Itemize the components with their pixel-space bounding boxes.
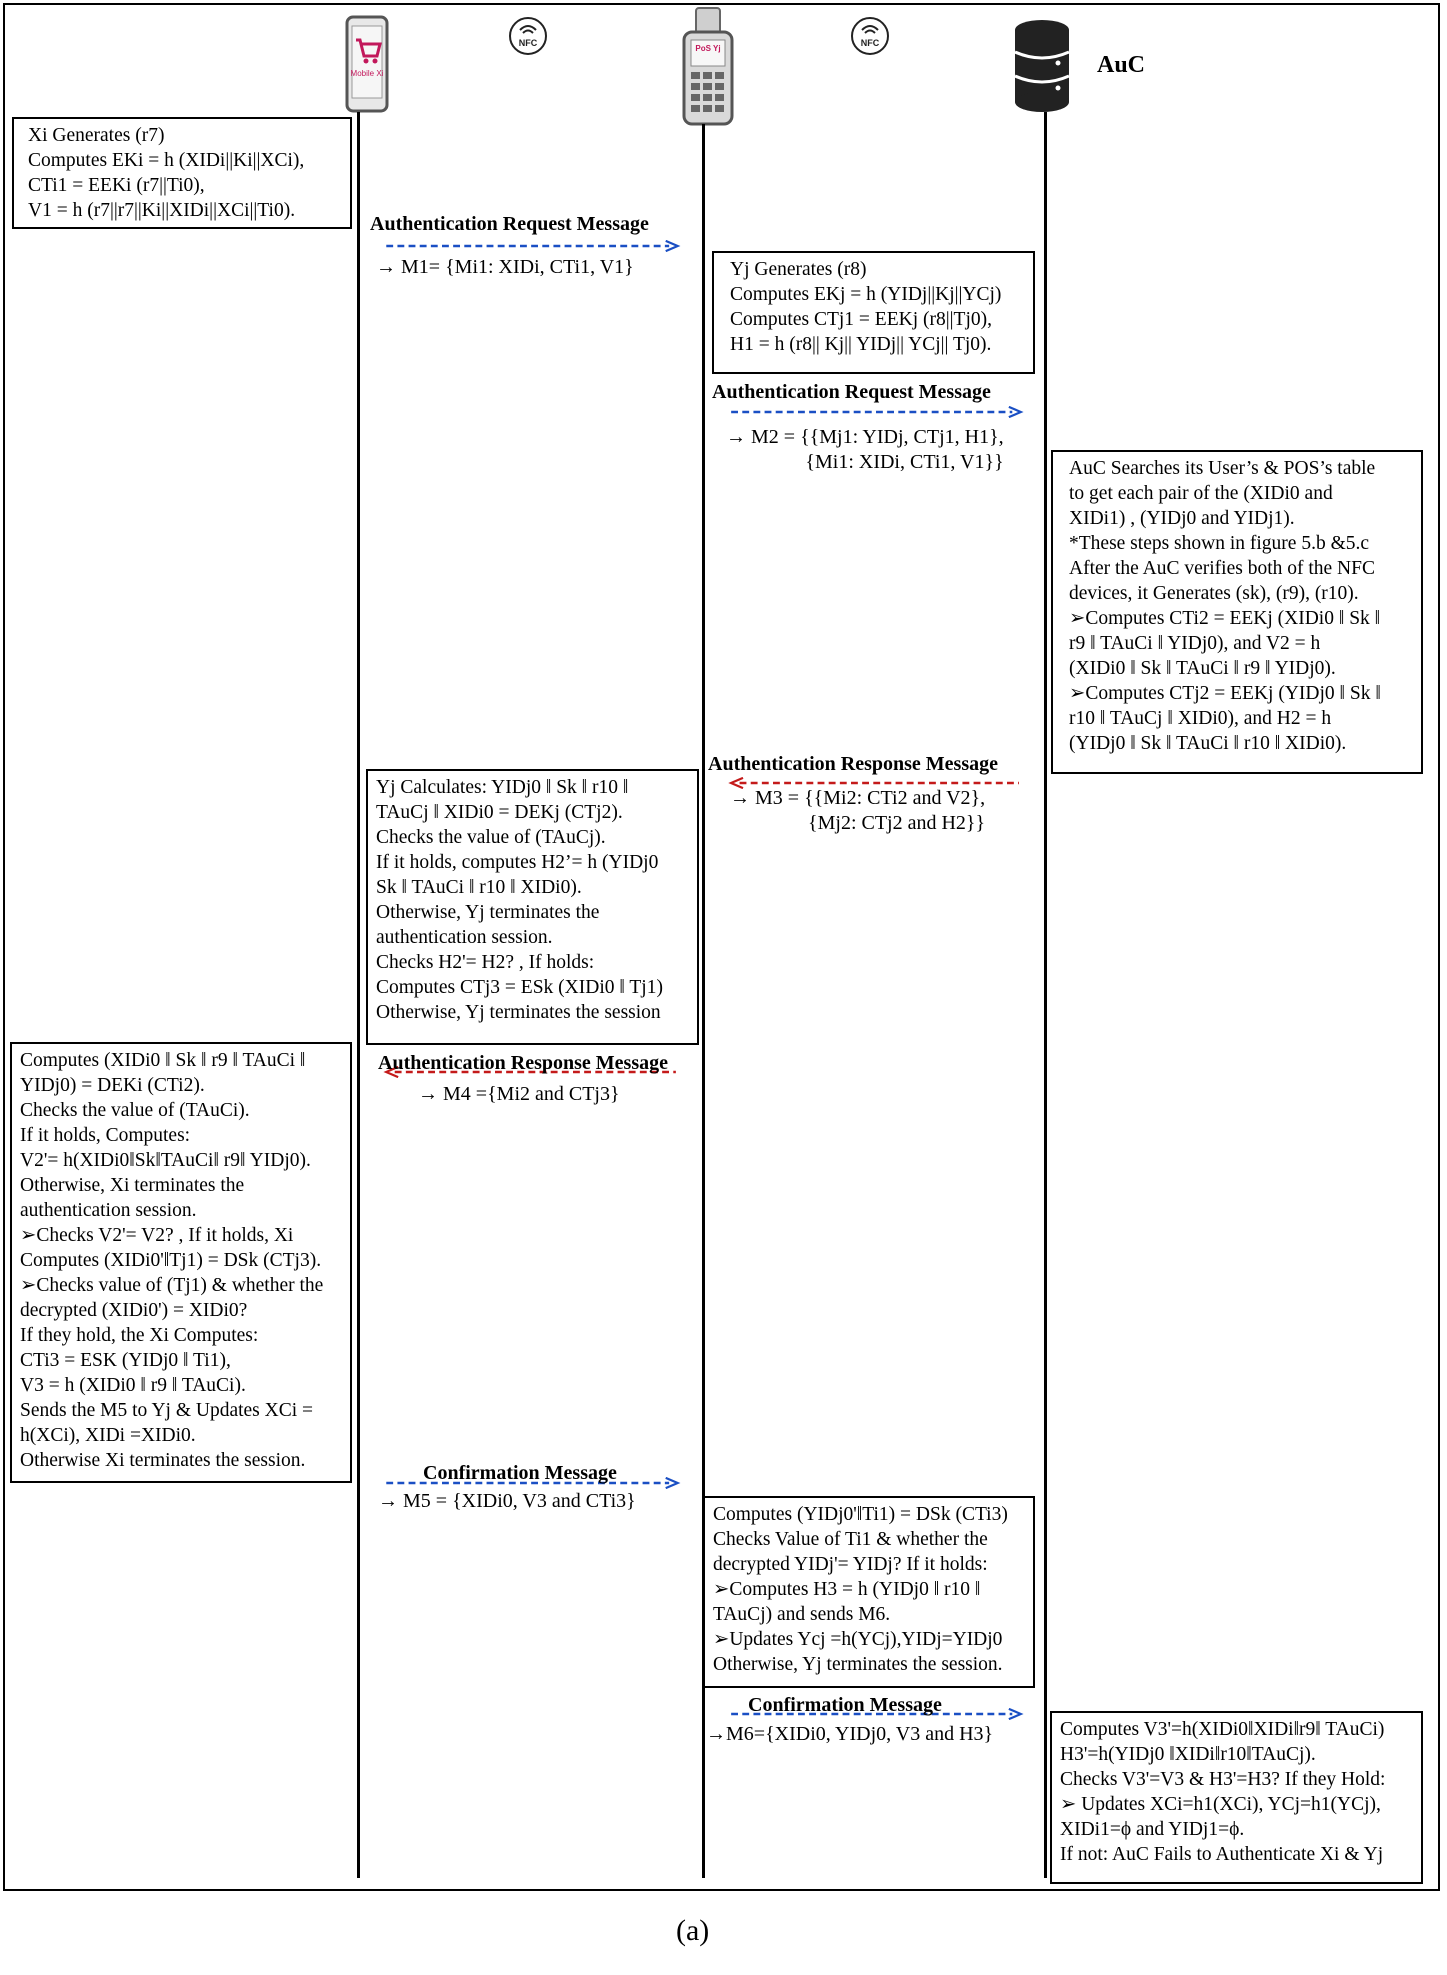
text-line: Otherwise, Yj terminates the session: [376, 1002, 661, 1023]
m1-arrow: [360, 240, 704, 252]
text-line: Otherwise, Yj terminates the session.: [713, 1654, 1003, 1675]
text-line: ➢Checks value of (Tj1) & whether the: [20, 1275, 324, 1296]
text-line: Computes EKi = h (XIDi||Ki||XCi),: [28, 150, 305, 171]
m1-title: Authentication Request Message: [370, 213, 649, 235]
text-line: Computes EKj = h (YIDj||Kj||YCj): [730, 284, 1002, 305]
m5-title: Confirmation Message: [423, 1462, 617, 1484]
svg-text:NFC: NFC: [518, 38, 538, 48]
text-line: (XIDi0 ǁ Sk ǁ TAuCi ǁ r9 ǁ YIDj0).: [1069, 658, 1336, 679]
text-line: If it holds, computes H2’= h (YIDj0: [376, 852, 659, 873]
m3-title: Authentication Response Message: [708, 753, 998, 775]
yj-confirm-box: [703, 1496, 1035, 1688]
text-line: Yj Calculates: YIDj0 ǁ Sk ǁ r10 ǁ: [376, 777, 629, 798]
m6-title: Confirmation Message: [748, 1694, 942, 1716]
m3-content: [730, 786, 985, 836]
text-line: Checks V3'=V3 & H3'=H3? If they Hold:: [1060, 1769, 1386, 1790]
text-line: H1 = h (r8|| Kj|| YIDj|| YCj|| Tj0).: [730, 334, 992, 355]
text-line: TAuCj ǁ XIDi0 = DEKj (CTj2).: [376, 802, 623, 823]
text-line: Sk ǁ TAuCi ǁ r10 ǁ XIDi0).: [376, 877, 582, 898]
text-line: r10 ǁ TAuCj ǁ XIDi0), and H2 = h: [1069, 708, 1332, 729]
auc-search-box: [1051, 450, 1423, 774]
text-line: authentication session.: [20, 1200, 197, 1221]
mobile-label: Mobile Xi: [350, 69, 384, 78]
m1-content: [376, 255, 634, 280]
m2-title: Authentication Request Message: [712, 381, 991, 403]
text-line: If it holds, Computes:: [20, 1125, 191, 1146]
text-line: to get each pair of the (XIDi0 and: [1069, 483, 1333, 504]
svg-text:NFC: NFC: [860, 38, 880, 48]
xi-computes-box: [10, 1042, 352, 1483]
auc-final-box: [1050, 1711, 1423, 1884]
m4-title: Authentication Response Message: [378, 1052, 668, 1074]
lifeline-mobile: [357, 112, 360, 1878]
text-line: Computes V3'=h(XIDi0ǁXIDiǁr9ǁ TAuCi): [1060, 1719, 1385, 1740]
nfc-icon-left: [508, 16, 548, 56]
text-line: Computes (XIDi0'ǁTj1) = DSk (CTj3).: [20, 1250, 322, 1271]
text-line: Otherwise, Xi terminates the: [20, 1175, 245, 1196]
figure-caption: (a): [676, 1914, 710, 1947]
text-line: CTi3 = ESK (YIDj0 ǁ Ti1),: [20, 1350, 231, 1371]
text-line: decrypted YIDj'= YIDj? If it holds:: [713, 1554, 988, 1575]
text-line: decrypted (XIDi0') = XIDi0?: [20, 1300, 248, 1321]
text-line: → M4 ={Mi2 and CTj3}: [418, 1083, 620, 1105]
text-line: →M6={XIDi0, YIDj0, V3 and H3}: [706, 1723, 994, 1745]
text-line: V3 = h (XIDi0 ǁ r9 ǁ TAuCi).: [20, 1375, 246, 1396]
text-line: authentication session.: [376, 927, 553, 948]
text-line: XIDi1) , (YIDj0 and YIDj1).: [1069, 508, 1295, 529]
text-line: If they hold, the Xi Computes:: [20, 1325, 259, 1346]
text-line: AuC Searches its User’s & POS’s table: [1069, 458, 1376, 479]
text-line: ➢Computes H3 = h (YIDj0 ǁ r10 ǁ: [713, 1579, 981, 1600]
text-line: YIDj0) = DEKi (CTi2).: [20, 1075, 205, 1096]
text-line: XIDi1=ϕ and YIDj1=ϕ.: [1060, 1819, 1245, 1840]
text-line: Checks Value of Ti1 & whether the: [713, 1529, 988, 1550]
text-line: CTi1 = EEKi (r7||Ti0),: [28, 175, 205, 196]
text-line: If not: AuC Fails to Authenticate Xi & Yj: [1060, 1844, 1384, 1865]
auc-label: AuC: [1097, 52, 1146, 78]
text-line: ➢Computes CTj2 = EEKj (YIDj0 ǁ Sk ǁ: [1069, 683, 1381, 704]
text-line: Xi Generates (r7): [28, 125, 165, 146]
database-icon: [1012, 18, 1072, 113]
text-line: ➢Computes CTi2 = EEKj (XIDi0 ǁ Sk ǁ: [1069, 608, 1381, 629]
text-line: Checks the value of (TAuCi).: [20, 1100, 250, 1121]
text-line: → M5 = {XIDi0, V3 and CTi3}: [378, 1490, 636, 1512]
text-line: → M1= {Mi1: XIDi, CTi1, V1}: [376, 256, 634, 278]
mobile-phone-icon: [344, 14, 390, 114]
text-line: {Mj2: CTj2 and H2}}: [808, 812, 986, 834]
text-line: H3'=h(YIDj0 ǁXIDiǁr10ǁTAuCj).: [1060, 1744, 1316, 1765]
m5-content: [378, 1489, 636, 1514]
pos-terminal-icon: [680, 6, 736, 126]
yj-generate-box: [712, 251, 1035, 374]
text-line: Checks the value of (TAuCj).: [376, 827, 606, 848]
text-line: Computes CTj3 = ESk (XIDi0 ǁ Tj1): [376, 977, 663, 998]
m4-content: [418, 1082, 620, 1107]
text-line: h(XCi), XIDi =XIDi0.: [20, 1425, 196, 1446]
text-line: V1 = h (r7||r7||Ki||XIDi||XCi||Ti0).: [28, 200, 296, 221]
text-line: Computes (YIDj0'ǁTi1) = DSk (CTi3): [713, 1504, 1008, 1525]
text-line: → M2 = {{Mj1: YIDj, CTj1, H1},: [726, 426, 1004, 448]
text-line: ➢ Updates XCi=h1(XCi), YCj=h1(YCj),: [1060, 1794, 1381, 1815]
text-line: → M3 = {{Mi2: CTi2 and V2},: [730, 787, 986, 809]
m6-content: [706, 1722, 993, 1747]
text-line: After the AuC verifies both of the NFC: [1069, 558, 1375, 579]
text-line: Yj Generates (r8): [730, 259, 867, 280]
xi-generate-box: [12, 117, 352, 229]
text-line: Otherwise Xi terminates the session.: [20, 1450, 306, 1471]
text-line: Sends the M5 to Yj & Updates XCi =: [20, 1400, 314, 1421]
nfc-icon-right: [850, 16, 890, 56]
text-line: devices, it Generates (sk), (r9), (r10).: [1069, 583, 1359, 604]
m2-arrow: [705, 406, 1047, 418]
pos-label: PoS Yj: [695, 44, 721, 53]
text-line: Otherwise, Yj terminates the: [376, 902, 600, 923]
yj-calculates-box: [366, 769, 699, 1045]
text-line: {Mi1: XIDi, CTi1, V1}}: [805, 451, 1004, 473]
text-line: Computes (XIDi0 ǁ Sk ǁ r9 ǁ TAuCi ǁ: [20, 1050, 306, 1071]
m2-content: [726, 425, 1004, 475]
text-line: Computes CTj1 = EEKj (r8||Tj0),: [730, 309, 992, 330]
text-line: ➢Updates Ycj =h(YCj),YIDj=YIDj0: [713, 1629, 1003, 1650]
lifeline-auc: [1044, 112, 1047, 1878]
text-line: Checks H2'= H2? , If holds:: [376, 952, 595, 973]
text-line: TAuCj) and sends M6.: [713, 1604, 891, 1625]
text-line: V2'= h(XIDi0ǁSkǁTAuCiǁ r9ǁ YIDj0).: [20, 1150, 311, 1171]
text-line: ➢Checks V2'= V2? , If it holds, Xi: [20, 1225, 294, 1246]
text-line: *These steps shown in figure 5.b &5.c: [1069, 533, 1370, 554]
text-line: (YIDj0 ǁ Sk ǁ TAuCi ǁ r10 ǁ XIDi0).: [1069, 733, 1347, 754]
text-line: r9 ǁ TAuCi ǁ YIDj0), and V2 = h: [1069, 633, 1321, 654]
